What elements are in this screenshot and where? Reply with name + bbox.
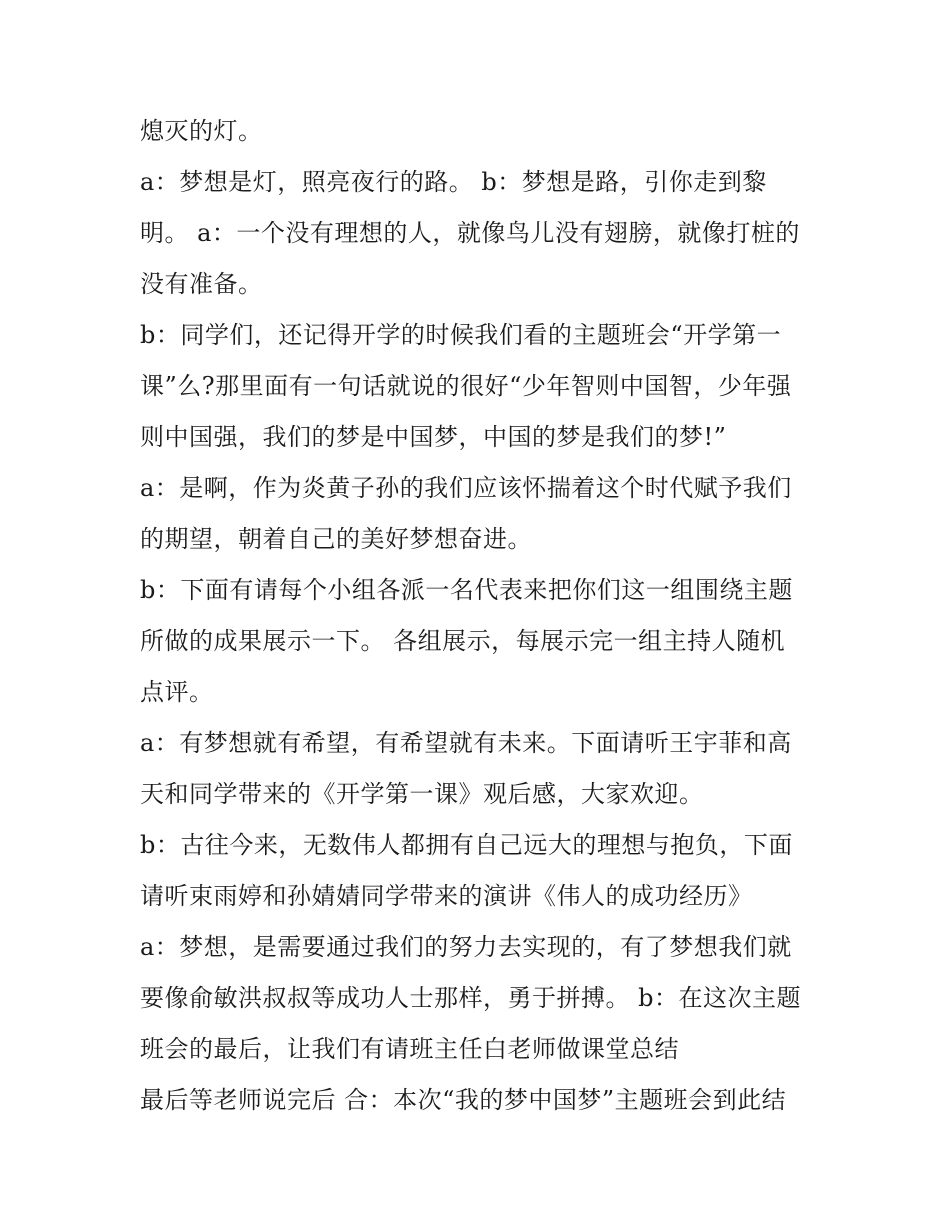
- text-line: a：梦想，是需要通过我们的努力去实现的，有了梦想我们就: [140, 933, 792, 961]
- text-line: 没有准备。: [140, 270, 263, 298]
- text-line: 要像俞敏洪叔叔等成功人士那样，勇于拼搏。 b：在这次主题: [140, 984, 801, 1012]
- text-line: 点评。: [140, 678, 214, 706]
- text-line: a：是啊，作为炎黄子孙的我们应该怀揣着这个时代赋予我们: [140, 474, 792, 502]
- text-line: 班会的最后，让我们有请班主任白老师做课堂总结: [140, 1035, 679, 1063]
- text-line: 最后等老师说完后 合：本次“我的梦中国梦”主题班会到此结: [140, 1086, 787, 1114]
- text-line: b：同学们，还记得开学的时候我们看的主题班会“开学第一: [140, 321, 782, 349]
- document-body: [140, 106, 820, 1126]
- text-line: 所做的成果展示一下。 各组展示，每展示完一组主持人随机: [140, 627, 786, 655]
- text-line: b：下面有请每个小组各派一名代表来把你们这一组围绕主题: [140, 576, 793, 604]
- text-line: 请听束雨婷和孙婧婧同学带来的演讲《伟人的成功经历》: [140, 882, 753, 910]
- text-line: 天和同学带来的《开学第一课》观后感，大家欢迎。: [140, 780, 704, 808]
- text-line: a：有梦想就有希望，有希望就有未来。下面请听王宇菲和高: [140, 729, 792, 757]
- text-line: 明。 a：一个没有理想的人，就像鸟儿没有翅膀，就像打桩的: [140, 219, 800, 247]
- text-line: b：古往今来，无数伟人都拥有自己远大的理想与抱负，下面: [140, 831, 793, 859]
- text-line: 课”么?那里面有一句话就说的很好“少年智则中国智，少年强: [140, 372, 792, 400]
- text-line: 则中国强，我们的梦是中国梦，中国的梦是我们的梦!”: [140, 423, 727, 451]
- text-line: a：梦想是灯，照亮夜行的路。 b：梦想是路，引你走到黎: [140, 168, 767, 196]
- text-line: 的期望，朝着自己的美好梦想奋进。: [140, 525, 532, 553]
- text-line: 熄灭的灯。: [140, 117, 263, 145]
